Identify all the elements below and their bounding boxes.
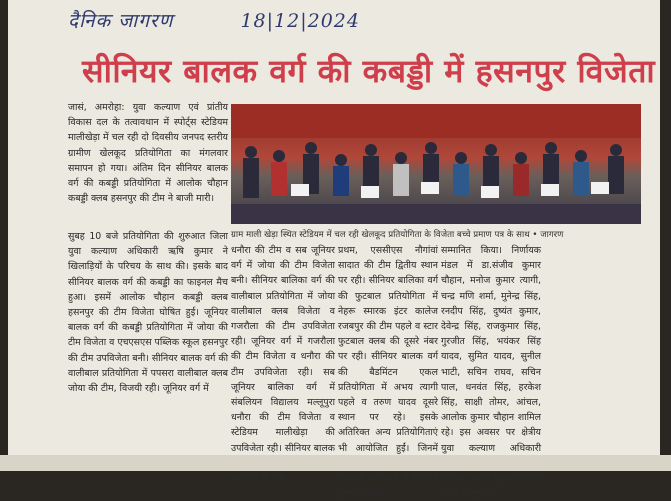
column-1 — [68, 100, 228, 206]
column-2 — [231, 243, 335, 486]
photo-people — [231, 134, 641, 224]
photo-banner — [231, 104, 641, 138]
masthead-name: दैनिक जागरण — [68, 10, 174, 32]
paragraph: धनौरा की टीम व सब जूनियर वर्ग में जोया की टीम विजेता बनी। सीनियर बालिका वर्ग की वालीबाल प्रतियोगिता में जोया वालीबाल क्लब विजेता व गजरौला की टीम उपविजेता रही। जूनियर वर्ग में गजरौला की टीम विजेता व धनौरा की टीम उपविजेता रही। सब जूनियर बालिका वर्ग में संबलियन विद्यालय मल्लूपुरा धनौरा की टीम विजेता व स्टेडियम मालीखेड़ा की उपविजेता रही। सीनियर बालक अमरोहा की टीम — [231, 245, 335, 485]
paper-bottom-edge — [0, 455, 671, 471]
handwritten-date: 18|12|2024 — [240, 10, 360, 32]
paragraph: जासं, अमरोहा: युवा कल्याण एवं प्रांतीय विकास दल के तत्वावधान में स्पोर्ट्स स्टेडियम मालीखेड़ा में चल रही दो दिवसीय जनपद स्तरीय ग्रामीण खेलकूद प्रतियोगिता का मंगलवार समापन हो गया। अंतिम दिन सीनियर बालक वर्ग की कबड्डी प्रतियोगिता में आलोक चौहान कबड्डी क्लब हसनपुर की टीम ने बाजी मारी। — [68, 102, 228, 205]
column-1-lower — [68, 229, 228, 396]
photo-caption: ग्राम माली खेड़ा स्थित स्टेडियम में चल रही खेलकूद प्रतियोगिता के विजेता बच्चे प्रमाण पत्र के साथ • जागरण — [231, 230, 564, 240]
paragraph: सम्मानित किया। निर्णायक मंडल में डा.संजीव कुमार चौहान, मनोज कुमार त्यागी, चन्द्र मणि शर्मा, मुनेन्द्र सिंह, रनदीप सिंह, दुष्यंत कुमार, देवेन्द्र सिंह, राजकुमार सिंह, गुरजीत सिंह, भयंकर सिंह यादव, सुमित यादव, सुनील भाटी, सचिन राघव, सचिन पाल, धनवंत सिंह, हरकेश सिंह, साक्षी तोमर, आंचल, आलोक कुमार चौहान शामिल रहे। इस अवसर पर क्षेत्रीय युवा कल्याण अधिकारी जाखड़, प्रदीप कुमार चौहान आदि मौजूद रहे। — [441, 245, 541, 500]
masthead — [68, 4, 488, 38]
news-photo — [231, 104, 641, 224]
article-headline: सीनियर बालक वर्ग की कबड्डी में हसनपुर विजेता — [82, 52, 656, 90]
paragraph: प्रथम, एससीएस नौगांवां सादात की टीम द्वितीय स्थान पर रही। सीनियर बालिका वर्ग की फुटबाल प्रतियोगिता में नेहरू स्मारक इंटर कालेज रजबपुर की टीम पहले व स्टार फुटबाल क्लब की दूसरे नंबर पर रही। सीनियर बालक वर्ग की बैडमिंटन एकल प्रतियोगिता में अभय त्यागी पहले व तरुण यादव दूसरे स्थान पर रहे। इसके अतिरिक्त अन्य प्रतियोगिताएं भी आयोजित हुईं। जिनमें कल्याण अधिकारी ने मेडल व पुरस्कार देकर — [338, 245, 438, 500]
paragraph: सुबह 10 बजे प्रतियोगिता की शुरुआत जिला युवा कल्याण अधिकारी ऋषि कुमार ने खिलाड़ियों के परिचय के साथ की। इसके बाद सीनियर बालक वर्ग की कबड्डी का फाइनल मैच हुआ। इसमें आलोक चौहान कबड्डी क्लब हसनपुर की टीम विजेता घोषित हुई। जूनियर बालक वर्ग की कबड्डी प्रतियोगिता में जोया की टीम विजेता व एचएसएस पब्लिक स्कूल हसनपुर की टीम उपविजेता बनी। सीनियर बालक वर्ग की वालीबाल प्रतियोगिता में पपसरा वालीबाल क्लब जोया की टीम, विजयी रही। जूनियर वर्ग में — [68, 231, 228, 395]
